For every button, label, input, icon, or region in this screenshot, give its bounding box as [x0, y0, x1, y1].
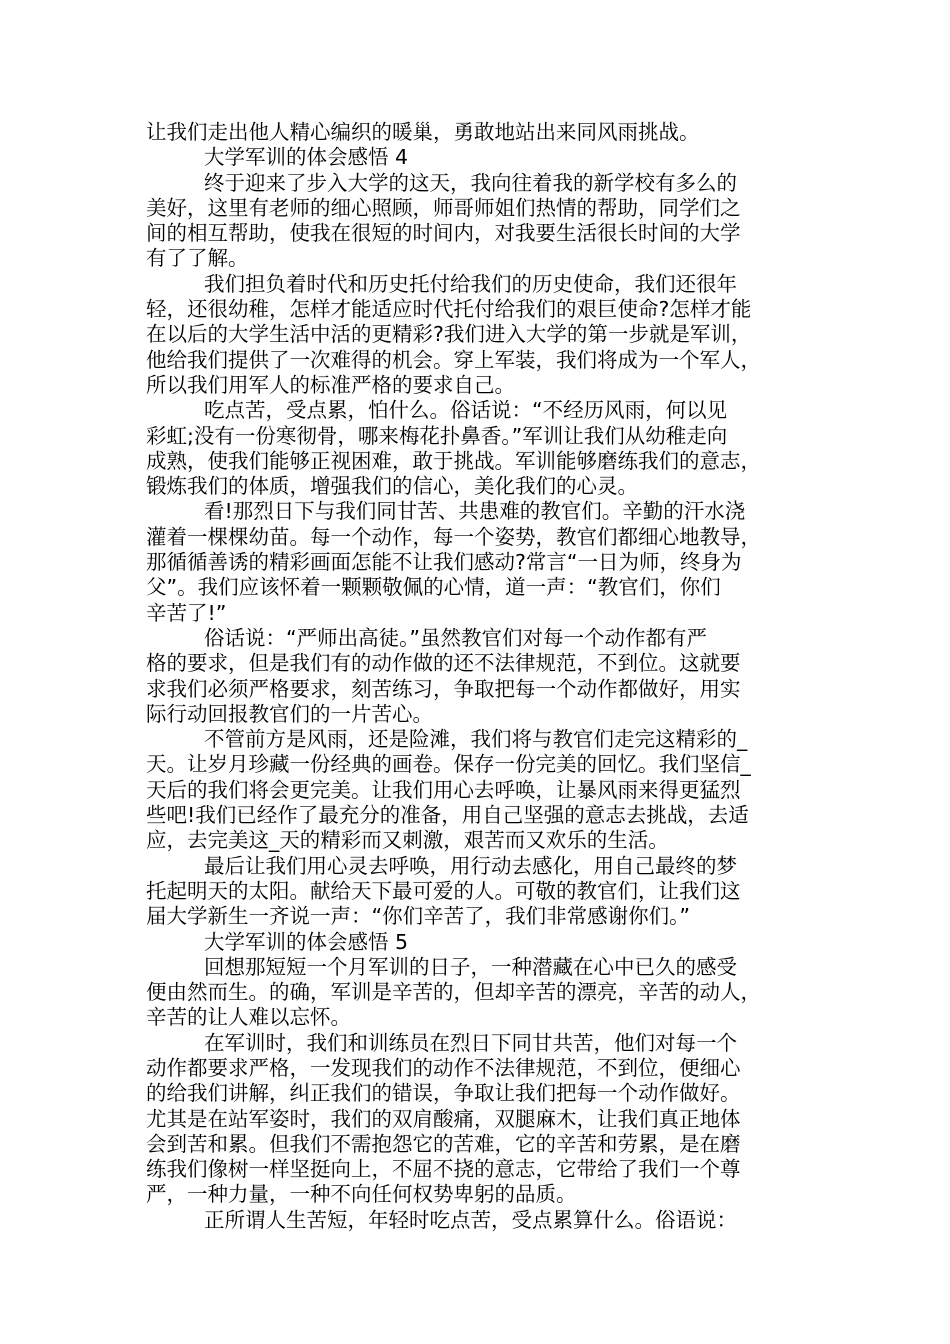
text-line: 练我们像树一样坚挺向上，不屈不挠的意志，它带给了我们一个尊	[146, 1157, 741, 1182]
text-line: 我们担负着时代和历史托付给我们的历史使命，我们还很年	[204, 271, 737, 296]
document-page	[146, 120, 816, 1233]
text-line: 辛苦的让人难以忘怀。	[146, 1005, 351, 1030]
text-line: 便由然而生。的确，军训是辛苦的，但却辛苦的漂亮，辛苦的动人，	[146, 980, 761, 1005]
text-line: 会到苦和累。但我们不需抱怨它的苦难，它的辛苦和劳累，是在磨	[146, 1131, 741, 1156]
text-line: 锻炼我们的体质，增强我们的信心，美化我们的心灵。	[146, 474, 638, 499]
text-line: 所以我们用军人的标准严格的要求自己。	[146, 372, 515, 397]
text-line: 动作都要求严格，一发现我们的动作不法律规范，不到位，便细心	[146, 1055, 741, 1080]
text-line: 终于迎来了步入大学的这天，我向往着我的新学校有多么的	[204, 170, 737, 195]
text-line: 托起明天的太阳。献给天下最可爱的人。可敬的教官们，让我们这	[146, 878, 741, 903]
text-line: 灌着一棵棵幼苗。每一个动作，每一个姿势，教官们都细心地教导，	[146, 524, 761, 549]
text-line: 的给我们讲解，纠正我们的错误，争取让我们把每一个动作做好。	[146, 1081, 741, 1106]
text-line: 不管前方是风雨，还是险滩，我们将与教官们走完这精彩的_	[204, 727, 748, 752]
text-line: 辛苦了!”	[146, 600, 227, 625]
text-line: 正所谓人生苦短，年轻时吃点苦，受点累算什么。俗语说：	[204, 1207, 737, 1232]
text-line: 间的相互帮助，使我在很短的时间内，对我要生活很长时间的大学	[146, 221, 741, 246]
text-line: 尤其是在站军姿时，我们的双肩酸痛，双腿麻木，让我们真正地体	[146, 1106, 741, 1131]
text-line: 格的要求，但是我们有的动作做的还不法律规范，不到位。这就要	[146, 651, 741, 676]
text-line: 天后的我们将会更完美。让我们用心去呼唤，让暴风雨来得更猛烈	[146, 777, 741, 802]
text-line: 严，一种力量，一种不向任何权势卑躬的品质。	[146, 1182, 577, 1207]
text-line: 回想那短短一个月军训的日子，一种潜藏在心中已久的感受	[204, 954, 737, 979]
text-line: 求我们必须严格要求，刻苦练习，争取把每一个动作都做好，用实	[146, 676, 741, 701]
text-line: 那循循善诱的精彩画面怎能不让我们感动?常言“一日为师，终身为	[146, 550, 742, 575]
text-line: 美好，这里有老师的细心照顾，师哥师姐们热情的帮助，同学们之	[146, 195, 741, 220]
text-line: 有了了解。	[146, 246, 249, 271]
text-line: 在以后的大学生活中活的更精彩?我们进入大学的第一步就是军训，	[146, 322, 752, 347]
text-line: 际行动回报教官们的一片苦心。	[146, 701, 433, 726]
section-heading: 大学军训的体会感悟 5	[204, 929, 409, 954]
text-line: 应，去完美这_天的精彩而又刺激，艰苦而又欢乐的生活。	[146, 828, 669, 853]
text-line: 让我们走出他人精心编织的暖巢，勇敢地站出来同风雨挑战。	[146, 120, 700, 144]
text-line: 看!那烈日下与我们同甘苦、共患难的教官们。辛勤的汗水浇	[204, 499, 746, 524]
text-line: 轻，还很幼稚，怎样才能适应时代托付给我们的艰巨使命?怎样才能	[146, 297, 752, 322]
text-line: 彩虹;没有一份寒彻骨，哪来梅花扑鼻香。”军训让我们从幼稚走向	[146, 423, 728, 448]
text-line: 些吧!我们已经作了最充分的准备，用自己坚强的意志去挑战，去适	[146, 803, 749, 828]
section-heading: 大学军训的体会感悟 4	[204, 145, 409, 170]
text-line: 吃点苦，受点累，怕什么。俗话说：“不经历风雨，何以见	[204, 398, 728, 423]
text-line: 届大学新生一齐说一声：“你们辛苦了，我们非常感谢你们。”	[146, 904, 690, 929]
text-line: 俗话说：“严师出高徒。”虽然教官们对每一个动作都有严	[204, 625, 707, 650]
text-line: 天。让岁月珍藏一份经典的画卷。保存一份完美的回忆。我们坚信_	[146, 752, 751, 777]
text-line: 他给我们提供了一次难得的机会。穿上军装，我们将成为一个军人，	[146, 347, 761, 372]
text-line: 父”。我们应该怀着一颗颗敬佩的心情，道一声：“教官们，你们	[146, 575, 721, 600]
text-line: 最后让我们用心灵去呼唤，用行动去感化，用自己最终的梦	[204, 853, 737, 878]
text-line: 在军训时，我们和训练员在烈日下同甘共苦，他们对每一个	[204, 1030, 737, 1055]
text-line: 成熟，使我们能够正视困难，敢于挑战。军训能够磨练我们的意志，	[146, 448, 761, 473]
